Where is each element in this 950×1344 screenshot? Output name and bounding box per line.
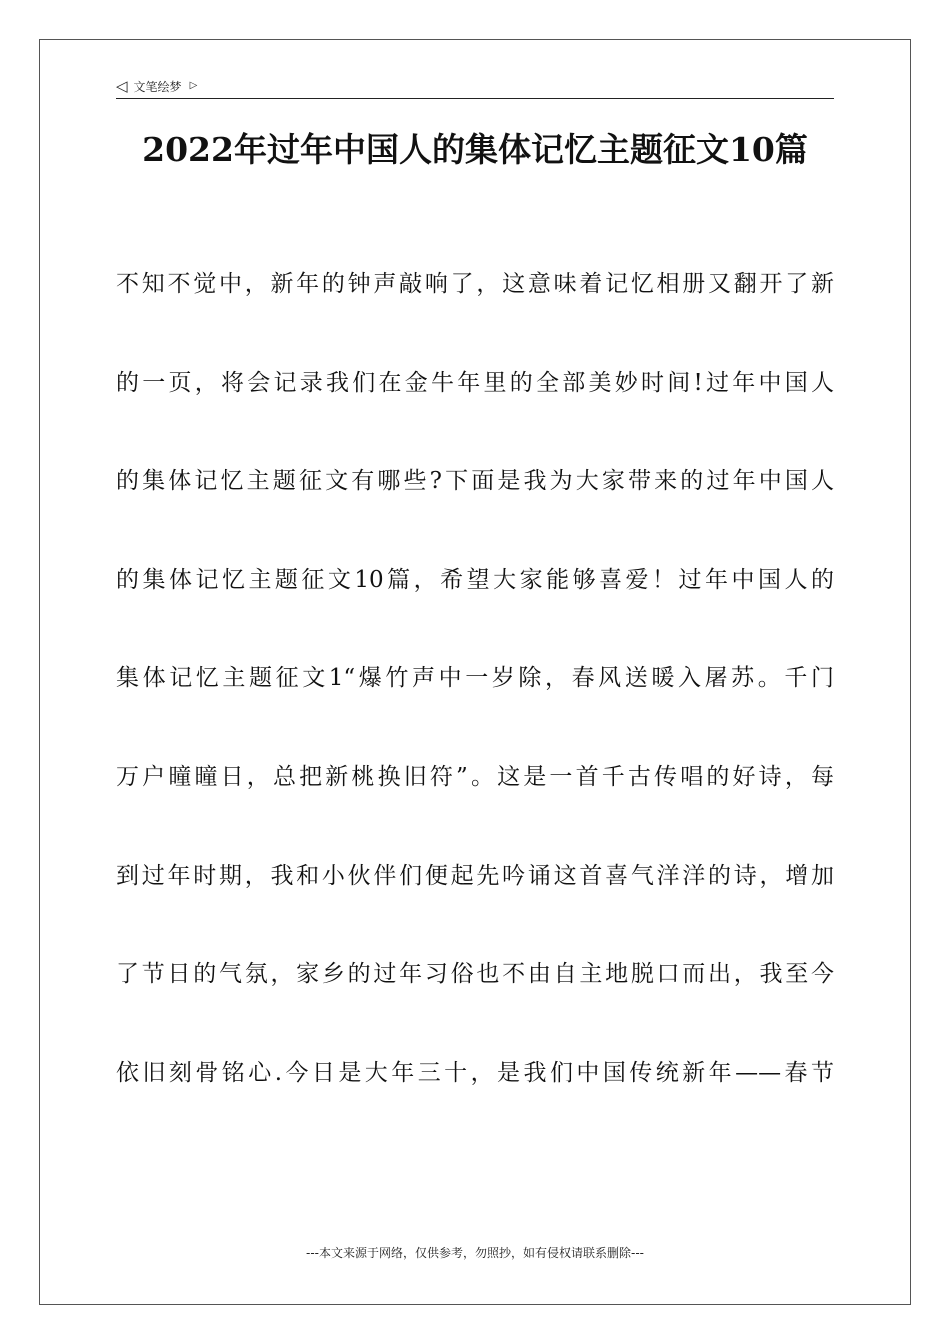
page-header <box>116 74 834 99</box>
body-line: 到过年时期，我和小伙伴们便起先吟诵这首喜气洋洋的诗，增加 <box>116 862 834 889</box>
header-brand: 文笔绘梦 <box>133 79 182 94</box>
triangle-right-icon: ▷ <box>189 80 198 91</box>
body-line: 的集体记忆主题征文10篇，希望大家能够喜爱！过年中国人的 <box>116 566 834 593</box>
triangle-left-icon: ◁ <box>116 76 128 95</box>
page-footer: ---本文来源于网络，仅供参考，勿照抄，如有侵权请联系删除--- <box>306 1246 644 1260</box>
body-line: 了节日的气氛，家乡的过年习俗也不由自主地脱口而出，我至今 <box>116 961 834 988</box>
body-line: 的一页，将会记录我们在金牛年里的全部美妙时间!过年中国人 <box>116 369 834 396</box>
body-line: 不知不觉中，新年的钟声敲响了，这意味着记忆相册又翻开了新 <box>116 271 834 297</box>
document-body <box>116 264 834 1151</box>
body-line: 集体记忆主题征文1“爆竹声中一岁除，春风送暖入屠苏。千门 <box>116 665 834 692</box>
body-line: 依旧刻骨铭心.今日是大年三十，是我们中国传统新年——春节 <box>116 1059 834 1086</box>
document-title: 2022年过年中国人的集体记忆主题征文10篇 <box>142 130 808 169</box>
body-line: 万户曈曈日，总把新桃换旧符”。这是一首千古传唱的好诗，每 <box>116 763 834 790</box>
body-line: 的集体记忆主题征文有哪些?下面是我为大家带来的过年中国人 <box>116 468 834 495</box>
